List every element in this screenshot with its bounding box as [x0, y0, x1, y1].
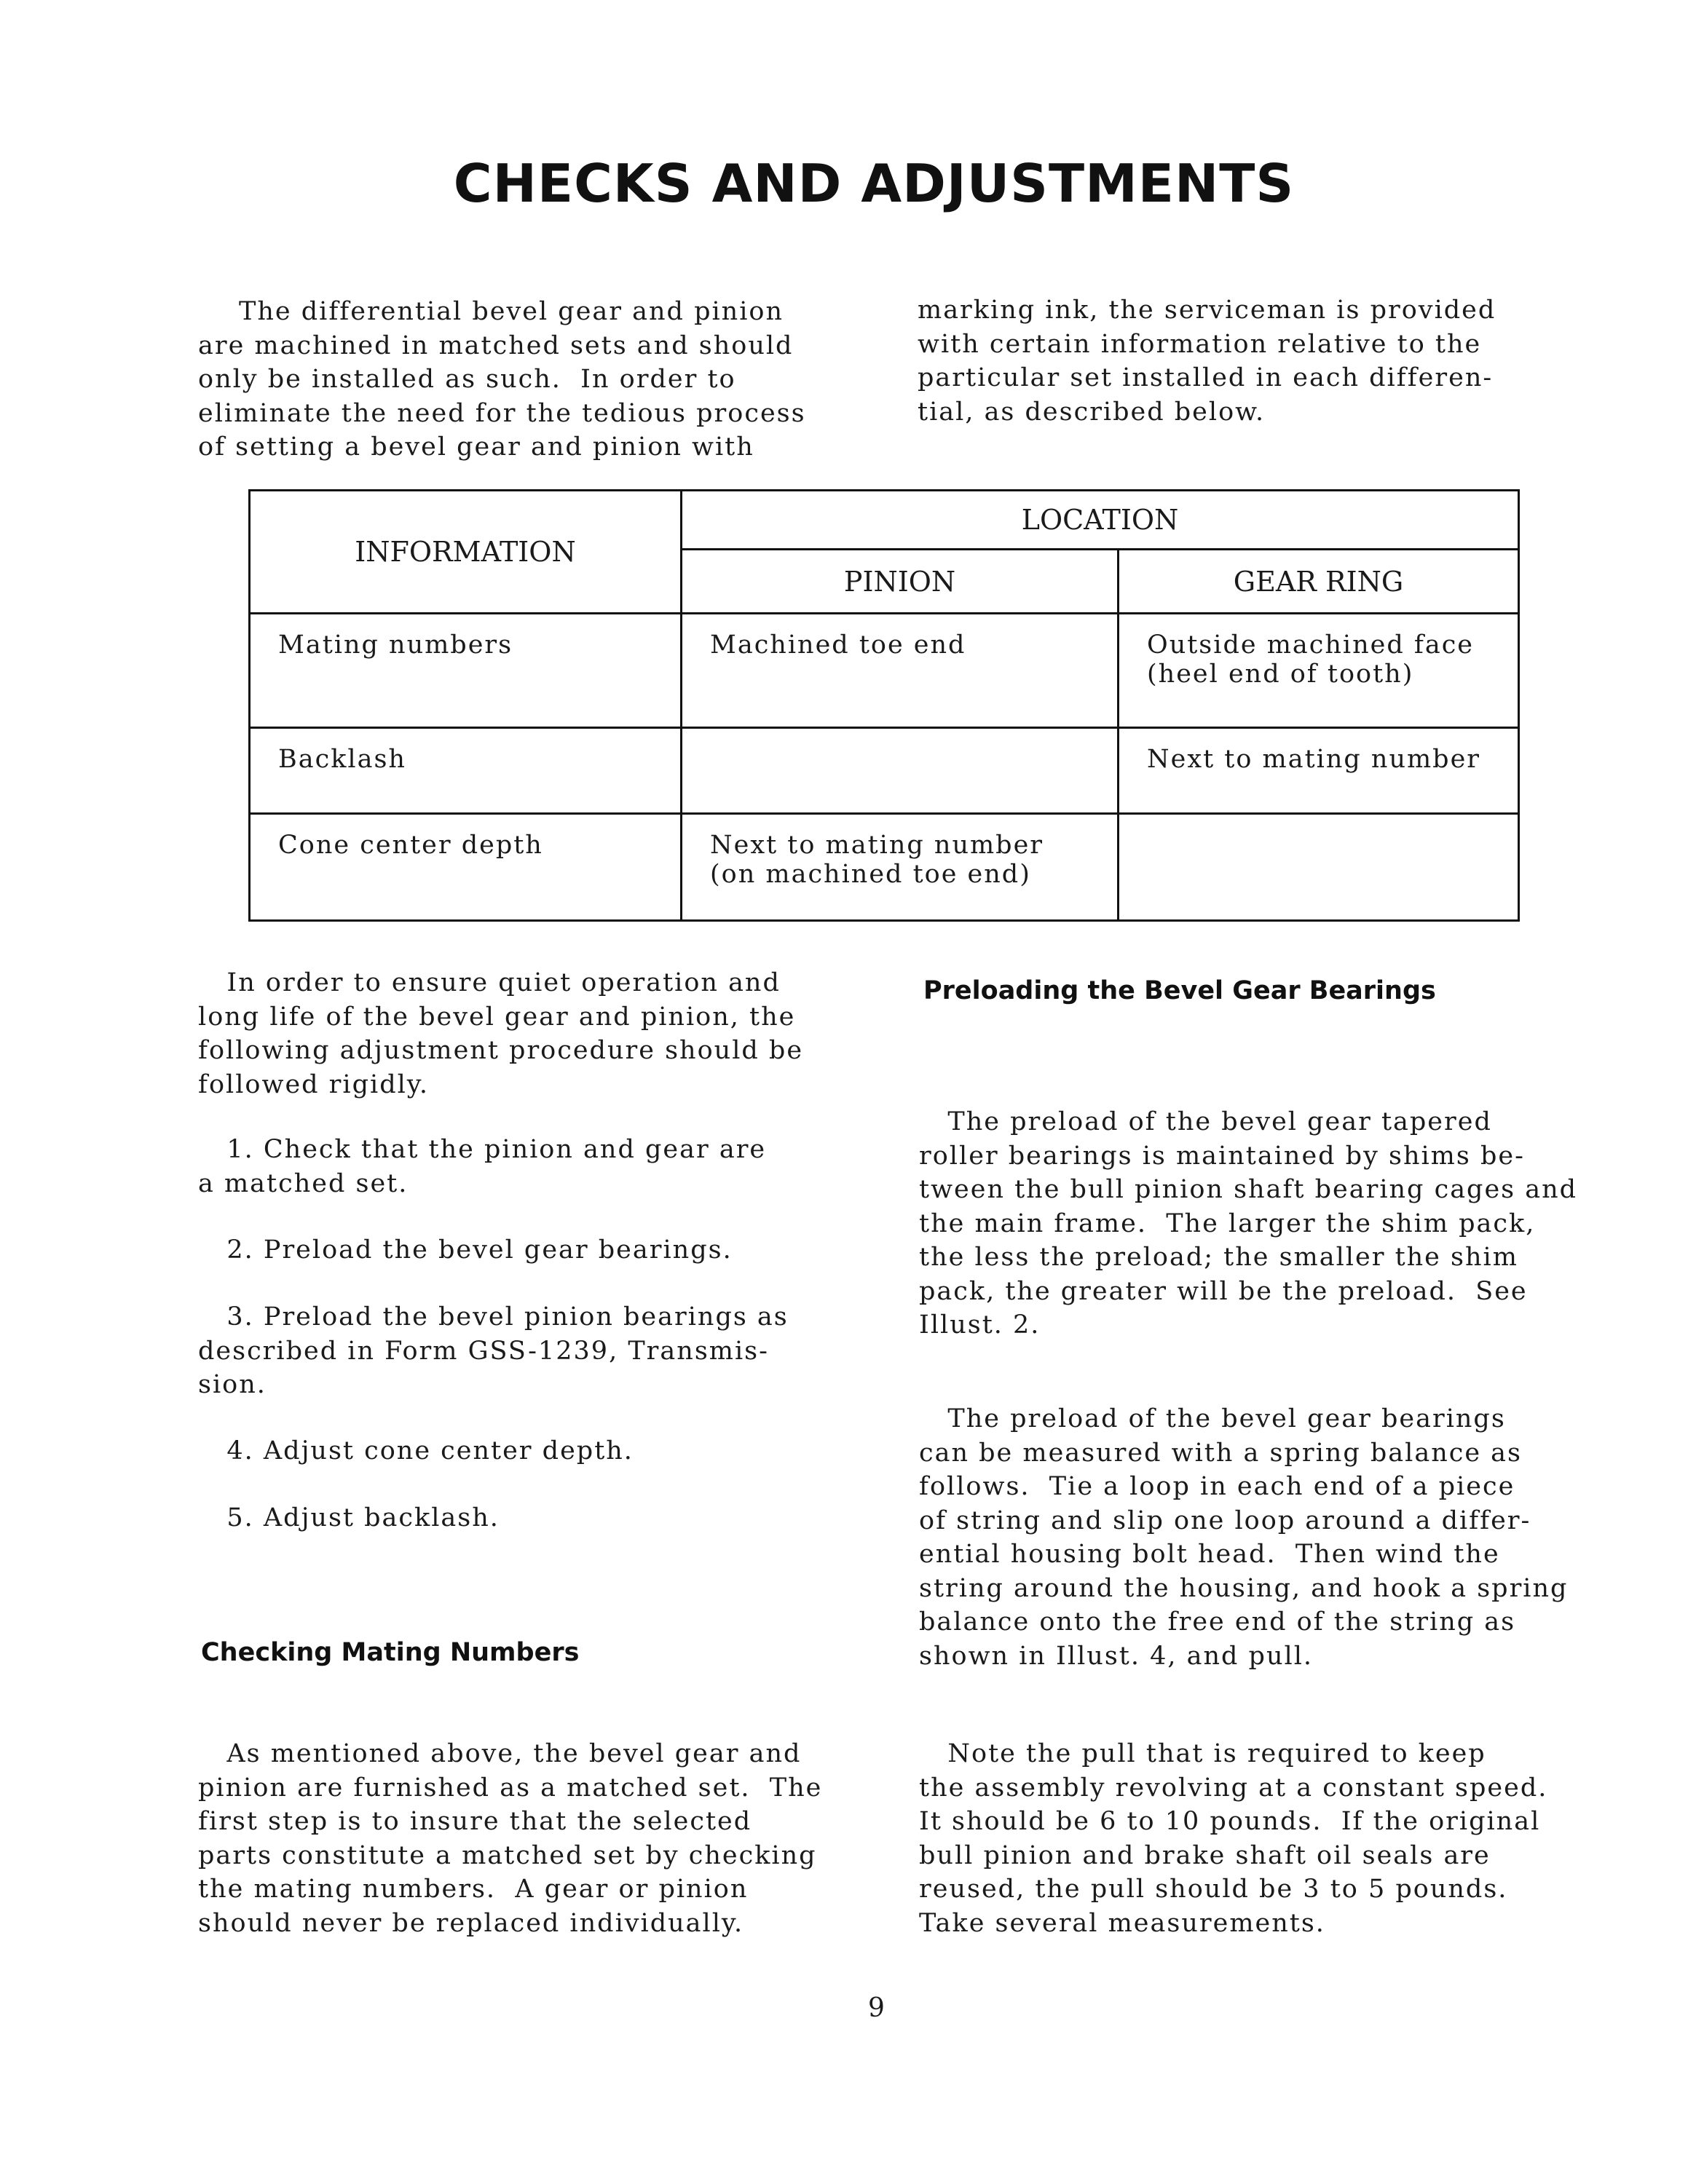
heading-preloading-bevel-gear-bearings: Preloading the Bevel Gear Bearings — [923, 976, 1436, 1005]
header-location: LOCATION — [682, 491, 1519, 550]
text-line: are machined in matched sets and should — [198, 331, 794, 360]
text-line: Take several measurements. — [919, 1908, 1325, 1938]
table-row — [250, 728, 1519, 814]
text-line: follows. Tie a loop in each end of a piece — [919, 1472, 1515, 1501]
table-row — [250, 814, 1519, 921]
header-information: INFORMATION — [250, 491, 682, 614]
intro-left-paragraph — [198, 295, 853, 464]
text-line: As mentioned above, the bevel gear and — [198, 1739, 802, 1768]
text-line: parts constitute a matched set by checking — [198, 1840, 817, 1870]
text-line: first step is to insure that the selected — [198, 1807, 752, 1836]
header-gear-ring: GEAR RING — [1119, 550, 1519, 614]
text-line: string around the housing, and hook a spring — [919, 1573, 1569, 1603]
page-title: CHECKS AND ADJUSTMENTS — [453, 153, 1295, 214]
cell-gear: Next to mating number — [1119, 728, 1519, 814]
preload-paragraph-2 — [919, 1402, 1604, 1673]
text-line: The differential bevel gear and pinion — [239, 297, 784, 326]
heading-checking-mating-numbers: Checking Mating Numbers — [201, 1638, 580, 1667]
intro-right-paragraph — [918, 293, 1573, 429]
page-number: 9 — [868, 1993, 885, 2023]
text-line: It should be 6 to 10 pounds. If the original — [919, 1807, 1541, 1836]
cell-gear — [1119, 814, 1519, 921]
text-line: tween the bull pinion shaft bearing cages and — [919, 1175, 1578, 1204]
cell-info: Mating numbers — [250, 614, 682, 728]
text-line: reused, the pull should be 3 to 5 pounds. — [919, 1875, 1508, 1904]
text-line: bull pinion and brake shaft oil seals are — [919, 1840, 1491, 1870]
text-line: should never be replaced individually. — [198, 1908, 744, 1938]
text-line: particular set installed in each differen- — [918, 363, 1494, 392]
text-line: In order to ensure quiet operation and — [198, 968, 781, 997]
header-pinion: PINION — [682, 550, 1119, 614]
cell-pinion: Next to mating number (on machined toe end) — [682, 814, 1119, 921]
text-line: ential housing bolt head. Then wind the — [919, 1540, 1500, 1569]
text-line: of string and slip one loop around a differ- — [919, 1506, 1531, 1535]
cell-pinion — [682, 728, 1119, 814]
text-line: the less the preload; the smaller the shim — [919, 1243, 1518, 1272]
text-line: the main frame. The larger the shim pack, — [919, 1208, 1536, 1238]
preload-paragraph-3 — [919, 1737, 1604, 1940]
text-line: the mating numbers. A gear or pinion — [198, 1875, 749, 1904]
text-line: only be installed as such. In order to — [198, 365, 736, 394]
procedure-step-2: 2. Preload the bevel gear bearings. — [198, 1235, 733, 1265]
information-location-table — [248, 489, 1520, 922]
text-line: shown in Illust. 4, and pull. — [919, 1641, 1314, 1671]
text-line: pinion are furnished as a matched set. The — [198, 1773, 823, 1803]
text-line: Illust. 2. — [919, 1310, 1041, 1340]
procedure-step-3: 3. Preload the bevel pinion bearings as described in Form GSS-1239, Transmis- sion. — [198, 1302, 789, 1399]
cell-pinion: Machined toe end — [682, 614, 1119, 728]
text-line: following adjustment procedure should be — [198, 1036, 804, 1065]
table-row — [250, 614, 1519, 728]
preload-paragraph-1 — [919, 1105, 1604, 1342]
procedure-intro-paragraph — [198, 966, 853, 1101]
procedure-step-4: 4. Adjust cone center depth. — [198, 1436, 634, 1465]
text-line: balance onto the free end of the string as — [919, 1607, 1516, 1637]
text-line: followed rigidly. — [198, 1069, 430, 1099]
text-line: tial, as described below. — [918, 397, 1266, 427]
text-line: Note the pull that is required to keep — [919, 1739, 1486, 1768]
mating-numbers-paragraph — [198, 1737, 853, 1940]
text-line: of setting a bevel gear and pinion with — [198, 432, 754, 462]
text-line: pack, the greater will be the preload. See — [919, 1276, 1528, 1306]
procedure-step-1: 1. Check that the pinion and gear are a matched set. — [198, 1135, 767, 1198]
text-line: The preload of the bevel gear bearings — [919, 1404, 1506, 1433]
procedure-step-5: 5. Adjust backlash. — [198, 1503, 500, 1532]
text-line: marking ink, the serviceman is provided — [918, 296, 1496, 325]
text-line: long life of the bevel gear and pinion, the — [198, 1002, 796, 1032]
text-line: The preload of the bevel gear tapered — [919, 1107, 1492, 1136]
text-line: with certain information relative to the — [918, 329, 1482, 359]
text-line: can be measured with a spring balance as — [919, 1438, 1523, 1468]
cell-info: Backlash — [250, 728, 682, 814]
text-line: the assembly revolving at a constant speed. — [919, 1773, 1548, 1803]
cell-gear: Outside machined face (heel end of tooth) — [1119, 614, 1519, 728]
text-line: roller bearings is maintained by shims be- — [919, 1141, 1525, 1171]
text-line: eliminate the need for the tedious process — [198, 398, 806, 428]
cell-info: Cone center depth — [250, 814, 682, 921]
